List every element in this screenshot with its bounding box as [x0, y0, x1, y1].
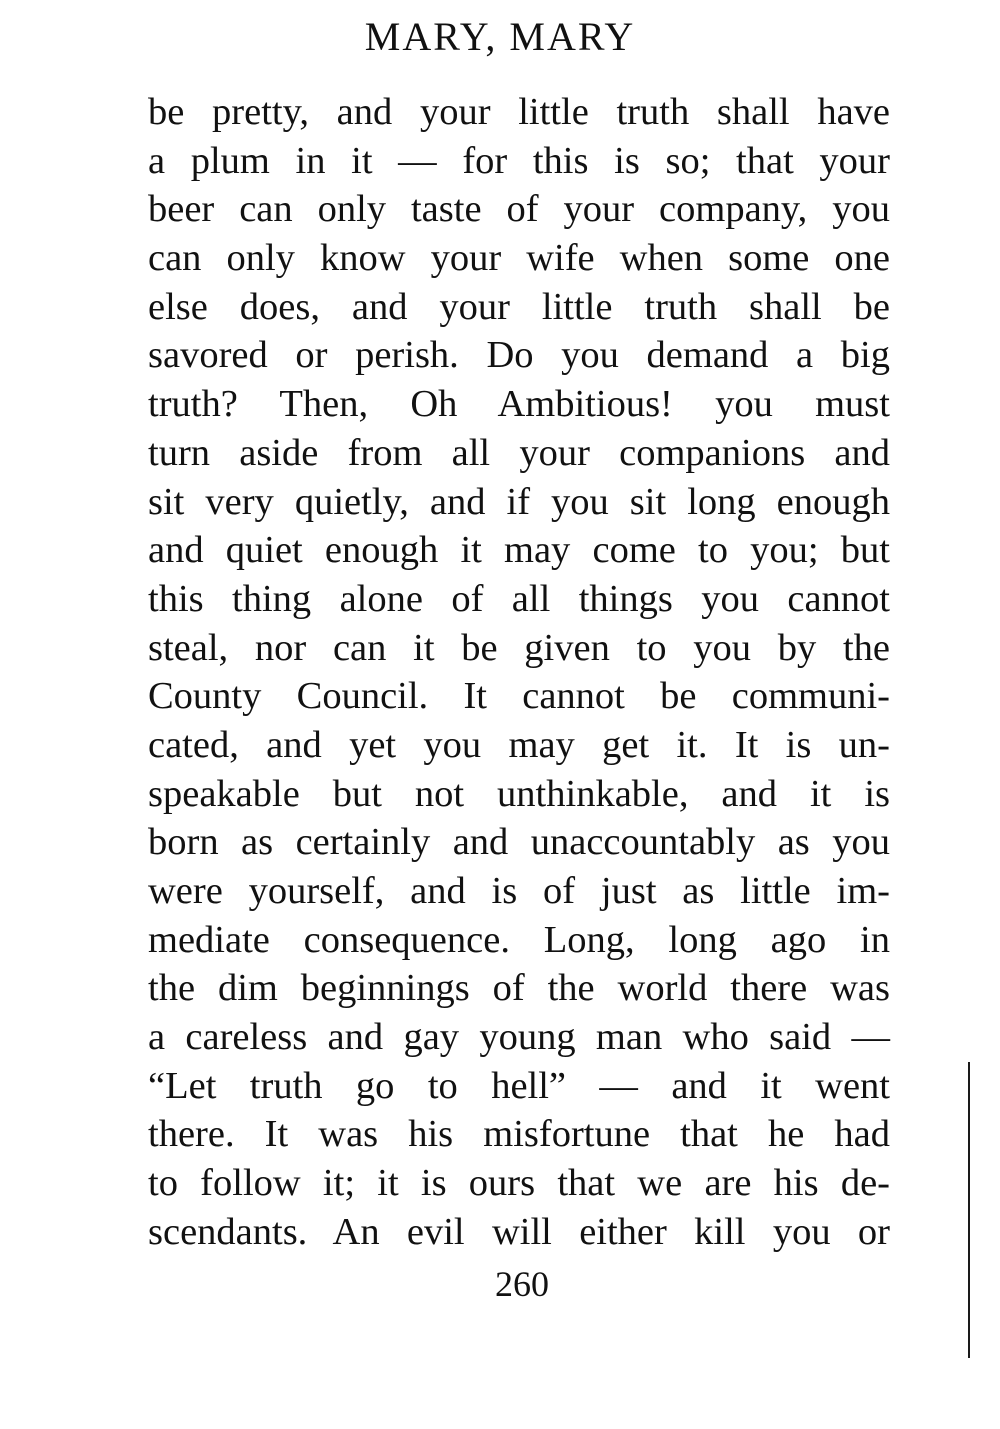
text-line: steal, nor can it be given to you by the	[148, 626, 890, 669]
body-text	[148, 88, 890, 1257]
text-line: savored or perish. Do you demand a big	[148, 334, 890, 377]
text-line: else does, and your little truth shall be	[148, 285, 890, 328]
text-line: beer can only taste of your company, you	[148, 188, 890, 231]
scan-edge-line	[967, 1062, 971, 1358]
text-line: were yourself, and is of just as little im-	[148, 870, 890, 912]
text-line: sit very quietly, and if you sit long enough	[148, 480, 890, 523]
text-line: turn aside from all your companions and	[148, 431, 890, 474]
page-number: 260	[495, 1264, 549, 1304]
running-title: MARY, MARY	[364, 14, 636, 59]
text-line: be pretty, and your little truth shall have	[148, 91, 890, 133]
text-line: there. It was his misfortune that he had	[148, 1113, 890, 1156]
text-line: the dim beginnings of the world there was	[148, 967, 890, 1010]
text-line: to follow it; it is ours that we are his de-	[148, 1162, 890, 1205]
text-line: a careless and gay young man who said —	[148, 1016, 890, 1059]
text-line: truth? Then, Oh Ambitious! you must	[148, 383, 890, 426]
text-line: a plum in it — for this is so; that your	[148, 139, 890, 182]
text-line: County Council. It cannot be communi-	[148, 675, 890, 718]
text-line: born as certainly and unaccountably as you	[148, 821, 890, 864]
text-line: mediate consequence. Long, long ago in	[148, 918, 890, 961]
text-line: and quiet enough it may come to you; but	[148, 529, 890, 572]
text-line: cated, and yet you may get it. It is un-	[148, 723, 890, 766]
text-line: scendants. An evil will either kill you or	[148, 1210, 890, 1253]
text-line: this thing alone of all things you cannot	[148, 577, 890, 620]
text-line: can only know your wife when some one	[148, 237, 890, 280]
text-line: “Let truth go to hell” — and it went	[148, 1064, 890, 1107]
text-line: speakable but not unthinkable, and it is	[148, 772, 890, 815]
